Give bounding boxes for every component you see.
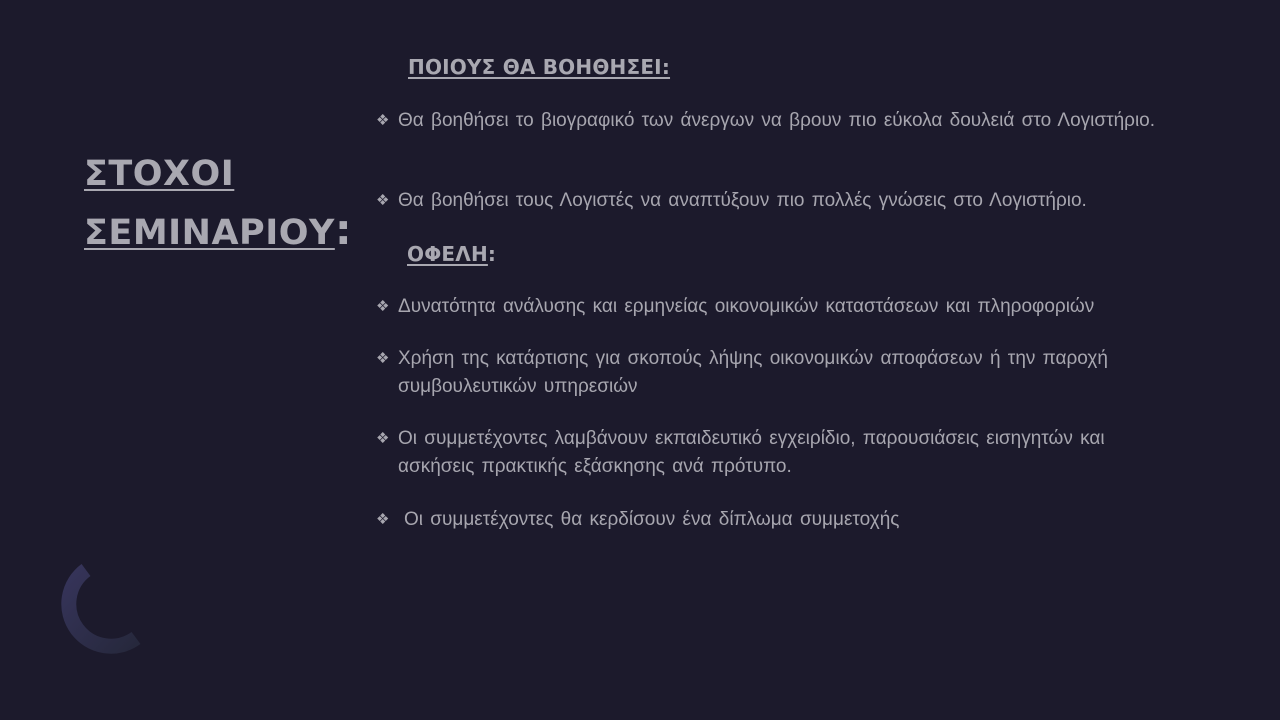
- title-line-2: ΣΕΜΙΝΑΡΙΟΥ: [84, 213, 335, 253]
- bullet-item: [376, 107, 1176, 135]
- section-heading-who-benefits-text: ΠΟΙΟΥΣ ΘΑ ΒΟΗΘΗΣΕΙ:: [408, 55, 671, 79]
- title-line-1: ΣΤΟΧΟΙ: [84, 154, 235, 194]
- section-heading-benefits: [407, 241, 496, 267]
- bullet-item: [376, 293, 1176, 321]
- bullet-text: Θα βοηθήσει το βιογραφικό των άνεργων να βρουν πιο εύκολα δουλειά στο Λογιστήριο.: [398, 110, 1156, 131]
- bullet-item: [376, 187, 1176, 215]
- section-heading-benefits-colon: :: [487, 242, 497, 266]
- section-heading-benefits-text: ΟΦΕΛΗ: [407, 242, 488, 266]
- bullet-diamond-icon: ❖: [376, 192, 390, 209]
- section-heading-who-benefits: [408, 54, 670, 80]
- bullet-diamond-icon: ❖: [376, 298, 390, 315]
- partial-ring-decoration-icon: [50, 556, 150, 656]
- bullet-diamond-icon: ❖: [376, 430, 390, 447]
- bullet-diamond-icon: ❖: [376, 350, 390, 367]
- bullet-text: Δυνατότητα ανάλυσης και ερμηνείας οικονομικών καταστάσεων και πληροφοριών: [398, 296, 1095, 317]
- bullet-text: Οι συμμετέχοντες λαμβάνουν εκπαιδευτικό εγχειρίδιο, παρουσιάσεις εισηγητών και ασκήσεις πρακτικής εξάσκησης ανά πρότυπο.: [398, 428, 1105, 477]
- bullet-text: Θα βοηθήσει τους Λογιστές να αναπτύξουν πιο πολλές γνώσεις στο Λογιστήριο.: [398, 190, 1087, 211]
- bullet-text: Χρήση της κατάρτισης για σκοπούς λήψης οικονομικών αποφάσεων ή την παροχή συμβουλευτικών υπηρεσιών: [398, 348, 1108, 397]
- bullet-diamond-icon: ❖: [376, 112, 390, 129]
- bullet-text: Οι συμμετέχοντες θα κερδίσουν ένα δίπλωμα συμμετοχής: [404, 509, 900, 530]
- bullet-item: [376, 345, 1176, 401]
- bullet-item: [376, 425, 1176, 481]
- bullet-diamond-icon: ❖: [376, 511, 390, 528]
- bullet-item: [376, 506, 1176, 534]
- title-colon: :: [334, 205, 353, 254]
- slide-title: [84, 146, 354, 261]
